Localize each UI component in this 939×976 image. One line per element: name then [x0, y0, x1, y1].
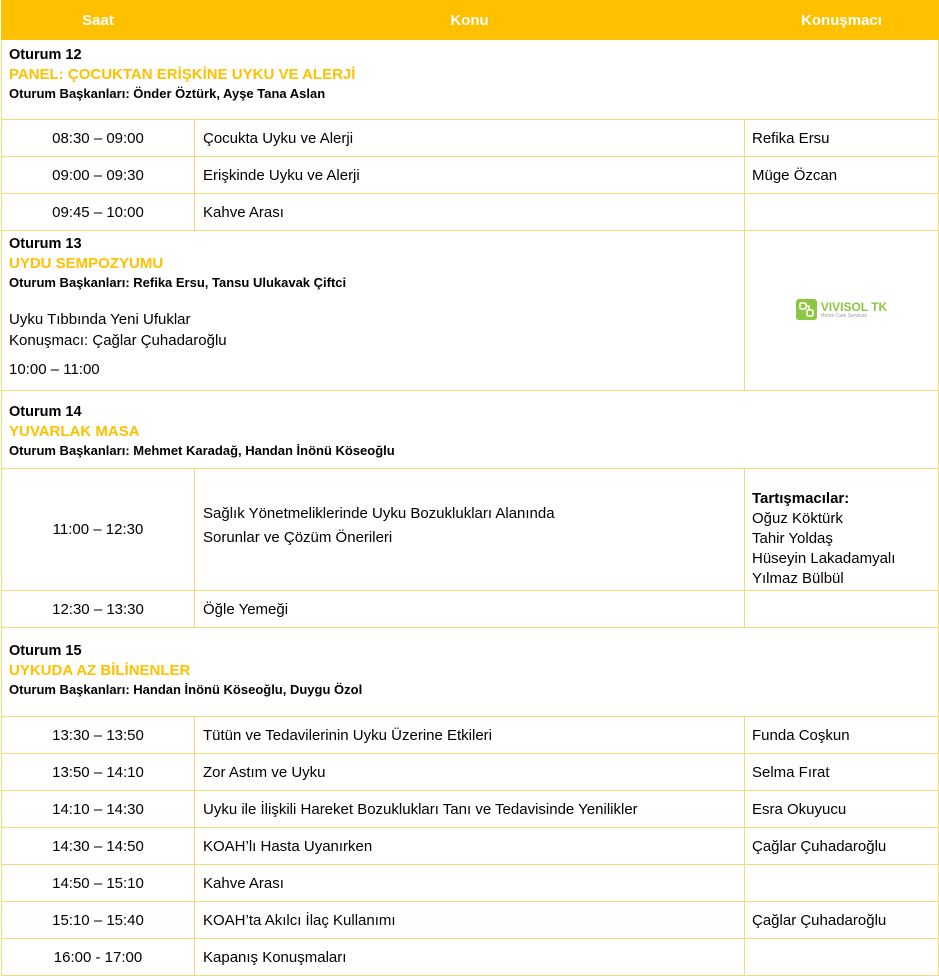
table-row — [2, 717, 939, 754]
topic-cell: Zor Astım ve Uyku — [195, 754, 745, 791]
time-cell: 14:30 – 14:50 — [2, 828, 195, 865]
session-number: Oturum 15 — [9, 643, 82, 659]
session-header-row — [2, 391, 939, 469]
session-symposium-row — [2, 231, 939, 391]
table-row — [2, 194, 939, 231]
panelists-cell — [745, 469, 939, 591]
panelist: Oğuz Köktürk — [752, 510, 843, 527]
topic-line: Sorunlar ve Çözüm Önerileri — [203, 528, 393, 546]
time-cell: 15:10 – 15:40 — [2, 902, 195, 939]
sponsor-name: VIVISOL TK — [820, 299, 888, 314]
topic-line: Sağlık Yönetmeliklerinde Uyku Bozuklukları Alanında — [203, 504, 555, 522]
table-header-row — [2, 1, 939, 40]
topic-cell: Kahve Arası — [195, 865, 745, 902]
session-chairs: Oturum Başkanları: Önder Öztürk, Ayşe Tana Aslan — [9, 86, 326, 101]
session-title: YUVARLAK MASA — [9, 423, 140, 440]
time-cell: 11:00 – 12:30 — [2, 469, 195, 591]
speaker-cell — [745, 591, 939, 628]
table-row — [2, 591, 939, 628]
session-chairs: Oturum Başkanları: Handan İnönü Köseoğlu, Duygu Özol — [9, 682, 363, 697]
table-row — [2, 939, 939, 976]
time-cell: 12:30 – 13:30 — [2, 591, 195, 628]
speaker-cell: Çağlar Çuhadaroğlu — [745, 828, 939, 865]
speaker-cell — [745, 939, 939, 976]
time-cell: 16:00 - 17:00 — [2, 939, 195, 976]
session-title: PANEL: ÇOCUKTAN ERİŞKİNE UYKU VE ALERJİ — [9, 66, 356, 83]
time-cell: 09:45 – 10:00 — [2, 194, 195, 231]
table-row — [2, 791, 939, 828]
panelist: Hüseyin Lakadamyalı — [752, 550, 896, 567]
session-header-row — [2, 40, 939, 120]
session-header — [2, 40, 939, 120]
time-cell: 08:30 – 09:00 — [2, 120, 195, 157]
session-chairs: Oturum Başkanları: Mehmet Karadağ, Handan İnönü Köseoğlu — [9, 443, 395, 458]
speaker-cell: Esra Okuyucu — [745, 791, 939, 828]
topic-cell: Kahve Arası — [195, 194, 745, 231]
topic-cell: KOAH’lı Hasta Uyanırken — [195, 828, 745, 865]
session-number: Oturum 13 — [9, 236, 82, 252]
vivisol-logo-icon — [796, 299, 817, 320]
symposium-time: 10:00 – 11:00 — [9, 361, 100, 378]
table-row — [2, 469, 939, 591]
topic-cell: Erişkinde Uyku ve Alerji — [195, 157, 745, 194]
time-cell: 13:50 – 14:10 — [2, 754, 195, 791]
time-cell: 14:10 – 14:30 — [2, 791, 195, 828]
sponsor-logo-cell — [745, 231, 939, 391]
header-saat: Saat — [2, 1, 195, 40]
topic-cell: Çocukta Uyku ve Alerji — [195, 120, 745, 157]
symposium-cell — [2, 231, 745, 391]
session-number: Oturum 14 — [9, 404, 82, 420]
table-row — [2, 120, 939, 157]
session-header — [2, 628, 939, 717]
session-header-row — [2, 628, 939, 717]
speaker-cell — [745, 194, 939, 231]
topic-cell: Öğle Yemeği — [195, 591, 745, 628]
speaker-cell — [745, 865, 939, 902]
table-row — [2, 865, 939, 902]
session-number: Oturum 12 — [9, 47, 82, 63]
speaker-cell: Selma Fırat — [745, 754, 939, 791]
time-cell: 13:30 – 13:50 — [2, 717, 195, 754]
session-header — [2, 391, 939, 469]
topic-cell — [195, 469, 745, 591]
topic-cell: KOAH’ta Akılcı İlaç Kullanımı — [195, 902, 745, 939]
program-table — [1, 0, 939, 976]
session-title: UYKUDA AZ BİLİNENLER — [9, 662, 191, 679]
speaker-cell: Funda Coşkun — [745, 717, 939, 754]
panelists-label: Tartışmacılar: — [752, 490, 850, 507]
time-cell: 14:50 – 15:10 — [2, 865, 195, 902]
panelist: Yılmaz Bülbül — [752, 570, 844, 587]
topic-cell: Uyku ile İlişkili Hareket Bozuklukları Tanı ve Tedavisinde Yenilikler — [195, 791, 745, 828]
speaker-cell: Müge Özcan — [745, 157, 939, 194]
header-konusmaci: Konuşmacı — [745, 1, 939, 40]
session-chairs: Oturum Başkanları: Refika Ersu, Tansu Ulukavak Çiftci — [9, 275, 347, 290]
session-title: UYDU SEMPOZYUMU — [9, 255, 164, 272]
header-konu: Konu — [195, 1, 745, 40]
symposium-speaker: Konuşmacı: Çağlar Çuhadaroğlu — [9, 332, 227, 349]
symposium-talk: Uyku Tıbbında Yeni Ufuklar — [9, 311, 191, 328]
table-row — [2, 828, 939, 865]
topic-cell: Tütün ve Tedavilerinin Uyku Üzerine Etkileri — [195, 717, 745, 754]
topic-cell: Kapanış Konuşmaları — [195, 939, 745, 976]
vivisol-logo — [796, 299, 887, 320]
table-row — [2, 157, 939, 194]
time-cell: 09:00 – 09:30 — [2, 157, 195, 194]
table-row — [2, 754, 939, 791]
sponsor-tagline: Home Care Services — [820, 312, 867, 319]
table-row — [2, 902, 939, 939]
speaker-cell: Çağlar Çuhadaroğlu — [745, 902, 939, 939]
speaker-cell: Refika Ersu — [745, 120, 939, 157]
panelist: Tahir Yoldaş — [752, 530, 833, 547]
